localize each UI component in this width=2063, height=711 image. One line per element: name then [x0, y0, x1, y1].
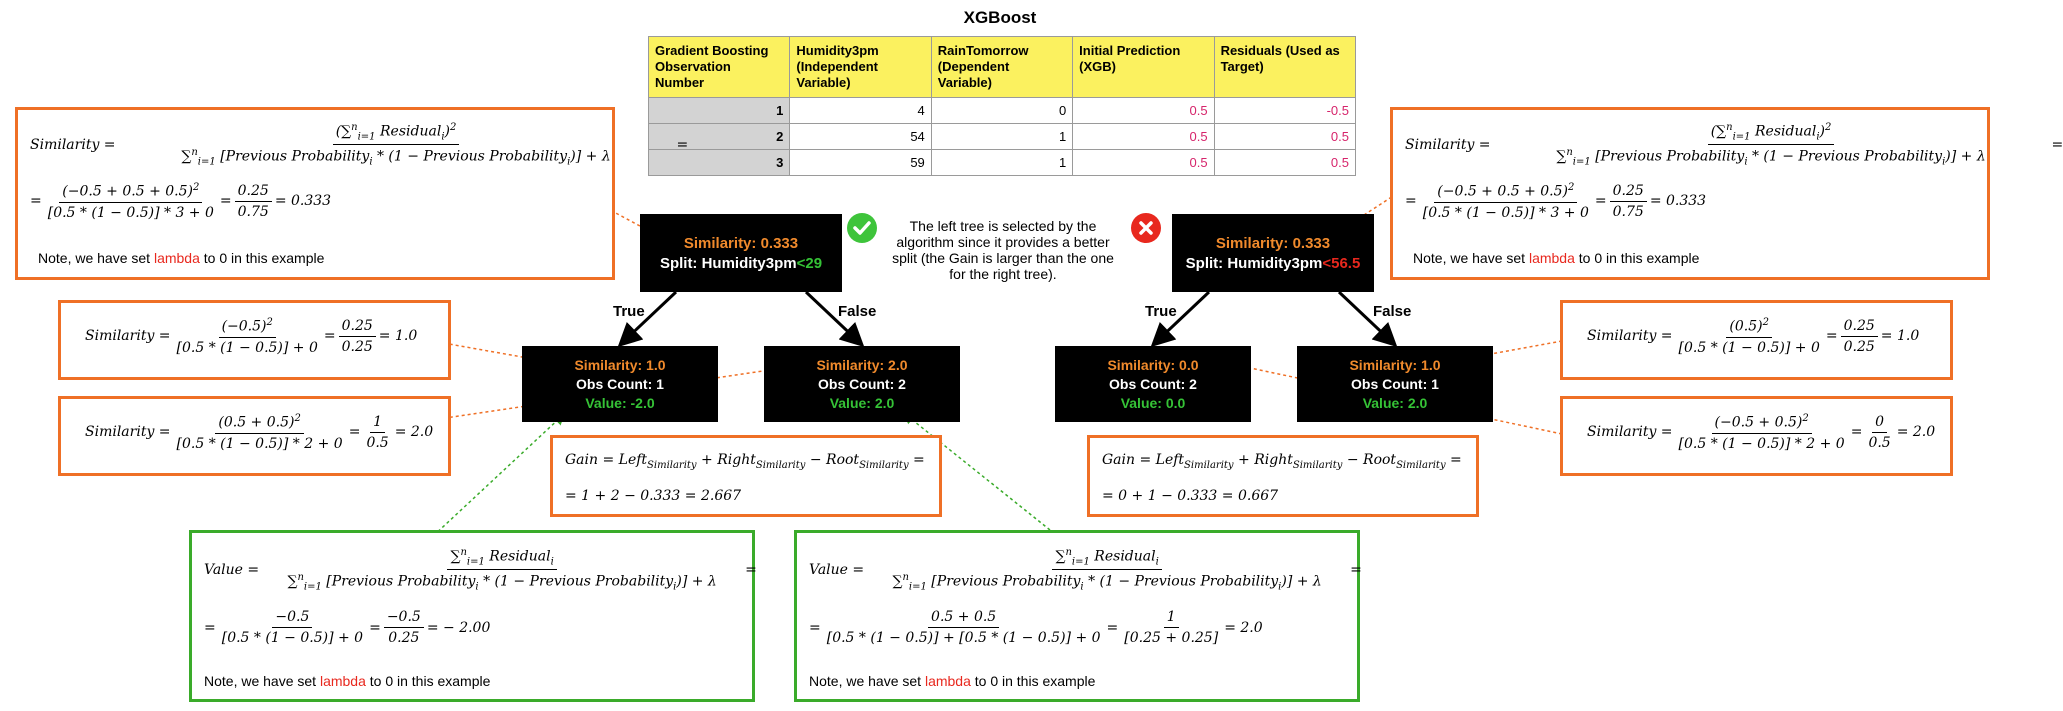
- similarity-result: = 1.0: [378, 328, 418, 345]
- table-cell: 0.5: [1214, 150, 1355, 176]
- leaf-similarity: Similarity: 1.0: [1349, 357, 1441, 373]
- leaf-count: Obs Count: 1: [576, 376, 664, 392]
- table-cell: 3: [649, 150, 790, 176]
- node-similarity: Similarity: 0.333: [683, 235, 799, 252]
- node-similarity: Similarity: 0.333: [1215, 235, 1331, 252]
- table-cell: 0.5: [1073, 150, 1214, 176]
- similarity-result: = 2.0: [1896, 424, 1936, 441]
- right-root-similarity-box: Similarity = (∑$^n_{i=1}$ Residual$_i$)$^2$ ∑$^n_{i=1}$ [Previous Probability$_i$ * (1 − Previous Probability$_i$)] + λ = = $\frac{(-0.5 + 0.5 + 0.5)^2}{[0.5 * (1 - 0.5)] * 3 + 0}$ = $\frac{0.25}{0.75}$ = 0.333 Note, we have set lambda to 0 in this example: [1390, 107, 1990, 280]
- table-cell: 0.5: [1073, 124, 1214, 150]
- table-header: Initial Prediction (XGB): [1073, 37, 1214, 98]
- table-cell: 0.5: [1214, 124, 1355, 150]
- table-cell: 4: [790, 98, 931, 124]
- edge-label-false: False: [838, 303, 877, 320]
- left-root-similarity-box: Similarity = (∑$^n_{i=1}$ Residual$_i$)$^2$ ∑$^n_{i=1}$ [Previous Probability$_i$ * (1 − Previous Probability$_i$)] + λ = = $\frac{(-0.5 + 0.5 + 0.5)^2}{[0.5 * (1 - 0.5)] * 3 + 0}$ = $\frac{0.25}{0.75}$ = 0.333 Note, we have set lambda to 0 in this example: [15, 107, 615, 280]
- edge-label-false: False: [1373, 303, 1412, 320]
- table-header: RainTomorrow (Dependent Variable): [931, 37, 1072, 98]
- lambda-note: Note, we have set lambda to 0 in this example: [38, 250, 325, 266]
- node-split: Split: Humidity3pm<29: [659, 255, 823, 272]
- leaf-similarity: Similarity: 1.0: [574, 357, 666, 373]
- root-similarity-result: = 0.333: [1649, 193, 1707, 210]
- table-cell: 1: [931, 124, 1072, 150]
- selection-explanation: The left tree is selected by the algorithm since it provides a better split (the Gain is larger than the one for the right tree).: [892, 218, 1114, 282]
- table-header: Gradient Boosting Observation Number: [649, 37, 790, 98]
- table-cell: -0.5: [1214, 98, 1355, 124]
- leaf-value: Value: -2.0: [585, 395, 655, 411]
- right-leaf-value-box: Value = ∑$^n_{i=1}$ Residual$_i$ ∑$^n_{i=1}$ [Previous Probability$_i$ * (1 − Previous Probability$_i$)] + λ = = $\frac{0.5 + 0.5}{[0.5 * (1 - 0.5)] + [0.5 * (1 - 0.5)] + 0}$ = $\frac{1}{[0.25 + 0.25]}$ = 2.0 Note, we have set lambda to 0 in this example: [794, 530, 1360, 702]
- right-tree-left-leaf: [1055, 346, 1251, 422]
- left-tree-left-leaf: [522, 346, 718, 422]
- similarity-result: = 1.0: [1880, 328, 1920, 345]
- root-similarity-result: = 0.333: [274, 193, 332, 210]
- right-tree-root-node: [1172, 214, 1374, 292]
- leaf-value: Value: 2.0: [829, 395, 895, 411]
- table-cell: 1: [931, 150, 1072, 176]
- lambda-note: Note, we have set lambda to 0 in this example: [1413, 250, 1700, 266]
- table-cell: 0: [931, 98, 1072, 124]
- leaf-count: Obs Count: 2: [1109, 376, 1197, 392]
- left-tree-root-node: [640, 214, 842, 292]
- similarity-result: = 2.0: [394, 424, 434, 441]
- leaf-similarity: Similarity: 2.0: [816, 357, 908, 373]
- left-leaf-value-box: Value = ∑$^n_{i=1}$ Residual$_i$ ∑$^n_{i=1}$ [Previous Probability$_i$ * (1 − Previous Probability$_i$)] + λ = = $\frac{-0.5}{[0.5 * (1 - 0.5)] + 0}$ = $\frac{-0.5}{0.25}$ = − 2.00 Note, we have set lambda to 0 in this example: [189, 530, 755, 702]
- edge-label-true: True: [613, 303, 645, 320]
- lambda-note: Note, we have set lambda to 0 in this example: [809, 673, 1096, 689]
- check-circle-icon: [847, 213, 877, 243]
- value-result: = 2.0: [1224, 619, 1263, 636]
- node-split: Split: Humidity3pm<56.5: [1185, 255, 1361, 272]
- right-tree-left-leaf-similarity-box: Similarity = $\frac{(-0.5 + 0.5)^2}{[0.5 * (1 - 0.5)] * 2 + 0}$ = $\frac{0}{0.5}$ = 2.0: [1560, 396, 1953, 476]
- table-cell: 0.5: [1073, 98, 1214, 124]
- table-cell: 2: [649, 124, 790, 150]
- table-header: Residuals (Used as Target): [1214, 37, 1355, 98]
- leaf-count: Obs Count: 2: [818, 376, 906, 392]
- left-leaf-similarity-box: Similarity = $\frac{(-0.5)^2}{[0.5 * (1 - 0.5)] + 0}$ = $\frac{0.25}{0.25}$ = 1.0: [58, 300, 451, 380]
- table-cell: 1: [649, 98, 790, 124]
- leaf-value: Value: 0.0: [1120, 395, 1186, 411]
- right-gain-box: Gain = Left$_{Similarity}$ + Right$_{Similarity}$ − Root$_{Similarity}$ = = 0 + 1 − 0.333 = 0.667: [1087, 435, 1479, 517]
- table-header: Humidity3pm (Independent Variable): [790, 37, 931, 98]
- right-tree-right-leaf-similarity-box: Similarity = $\frac{(0.5)^2}{[0.5 * (1 - 0.5)] + 0}$ = $\frac{0.25}{0.25}$ = 1.0: [1560, 300, 1953, 380]
- lambda-note: Note, we have set lambda to 0 in this example: [204, 673, 491, 689]
- left-gain-box: Gain = Left$_{Similarity}$ + Right$_{Similarity}$ − Root$_{Similarity}$ = = 1 + 2 − 0.333 = 2.667: [550, 435, 942, 517]
- page-title: XGBoost: [963, 8, 1037, 27]
- right-leaf-similarity-box: Similarity = $\frac{(0.5 + 0.5)^2}{[0.5 * (1 - 0.5)] * 2 + 0}$ = $\frac{1}{0.5}$ = 2.0: [58, 396, 451, 476]
- table-cell: 59: [790, 150, 931, 176]
- leaf-value: Value: 2.0: [1362, 395, 1428, 411]
- x-circle-icon: [1131, 213, 1161, 243]
- right-tree-right-leaf: [1297, 346, 1493, 422]
- gain-result: = 1 + 2 − 0.333 = 2.667: [565, 488, 742, 504]
- table-cell: 54: [790, 124, 931, 150]
- leaf-similarity: Similarity: 0.0: [1107, 357, 1199, 373]
- left-tree-right-leaf: [764, 346, 960, 422]
- leaf-count: Obs Count: 1: [1351, 376, 1439, 392]
- edge-label-true: True: [1145, 303, 1177, 320]
- value-result: = − 2.00: [426, 619, 491, 636]
- gain-result: = 0 + 1 − 0.333 = 0.667: [1102, 488, 1279, 504]
